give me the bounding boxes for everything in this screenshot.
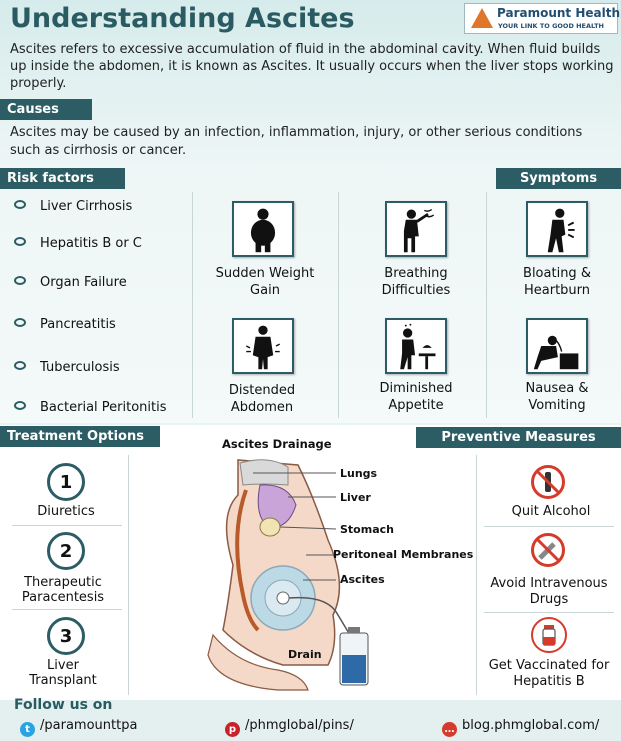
logo-triangle-icon bbox=[471, 8, 493, 28]
breathing-difficulty-icon bbox=[385, 201, 447, 257]
preventive-label: Quit Alcohol bbox=[511, 504, 591, 519]
symptom-label: Nausea & Vomiting bbox=[525, 381, 589, 413]
risk-factor-item: Bacterial Peritonitis bbox=[14, 400, 167, 415]
risk-factor-item: Hepatitis B or C bbox=[14, 236, 142, 251]
bloating-icon bbox=[526, 201, 588, 257]
treatment-label: Liver Transplant bbox=[29, 658, 97, 688]
no-syringe-icon bbox=[531, 533, 565, 567]
step-2-badge: 2 bbox=[47, 532, 85, 570]
ring-bullet-icon bbox=[14, 361, 26, 370]
risk-factors-heading: Risk factors bbox=[0, 168, 125, 189]
risk-factor-item: Liver Cirrhosis bbox=[14, 199, 132, 214]
treatment-label: Diuretics bbox=[37, 504, 95, 519]
diagram-label-stomach: Stomach bbox=[340, 523, 394, 536]
divider bbox=[12, 525, 122, 526]
weight-gain-icon bbox=[232, 201, 294, 257]
intro-text: Ascites refers to excessive accumulation of fluid in the abdominal cavity. When fluid builds up inside the abdomen, it is known as Ascites. It usually occurs when the liver stops working properly. bbox=[10, 42, 614, 91]
divider bbox=[484, 612, 614, 613]
symptom-label: Breathing Difficulties bbox=[381, 266, 451, 298]
preventive-label: Avoid Intravenous Drugs bbox=[490, 576, 608, 607]
ring-bullet-icon bbox=[14, 237, 26, 246]
ring-bullet-icon bbox=[14, 318, 26, 327]
diagram-label-ascites: Ascites bbox=[340, 573, 385, 586]
ascites-drainage-illustration bbox=[188, 455, 478, 695]
pinterest-icon: p bbox=[225, 722, 240, 737]
logo-tagline: YOUR LINK TO GOOD HEALTH bbox=[498, 22, 604, 30]
twitter-icon: t bbox=[20, 722, 35, 737]
logo-name: Paramount Health bbox=[497, 6, 621, 20]
causes-text: Ascites may be caused by an infection, inflammation, injury, or other serious conditions such as cirrhosis or cancer. bbox=[10, 125, 583, 158]
nausea-icon bbox=[526, 318, 588, 374]
causes-heading: Causes bbox=[0, 99, 92, 120]
page-title: Understanding Ascites bbox=[10, 3, 355, 34]
risk-factor-item: Tuberculosis bbox=[14, 360, 120, 375]
diminished-appetite-icon bbox=[385, 318, 447, 374]
ring-bullet-icon bbox=[14, 401, 26, 410]
symptom-label: Diminished Appetite bbox=[379, 381, 453, 413]
diagram-label-liver: Liver bbox=[340, 491, 371, 504]
twitter-link[interactable]: t /paramounttpa bbox=[20, 718, 137, 737]
blog-link[interactable]: … blog.phmglobal.com/ bbox=[442, 718, 599, 737]
vaccine-vial-icon bbox=[531, 617, 567, 653]
diagram-label-lungs: Lungs bbox=[340, 467, 378, 480]
distended-abdomen-icon bbox=[232, 318, 294, 374]
step-1-badge: 1 bbox=[47, 463, 85, 501]
divider bbox=[484, 526, 614, 527]
ring-bullet-icon bbox=[14, 276, 26, 285]
preventive-label: Get Vaccinated for Hepatitis B bbox=[488, 658, 610, 689]
diagram-title: Ascites Drainage bbox=[222, 437, 332, 451]
preventive-heading: Preventive Measures bbox=[416, 427, 621, 448]
follow-us-label: Follow us on bbox=[14, 697, 113, 713]
step-3-badge: 3 bbox=[47, 617, 85, 655]
treatment-heading: Treatment Options bbox=[0, 426, 160, 447]
symptom-label: Distended Abdomen bbox=[228, 383, 296, 415]
chat-bubble-icon: … bbox=[442, 722, 457, 737]
risk-factor-item: Organ Failure bbox=[14, 275, 127, 290]
divider bbox=[12, 609, 122, 610]
symptom-label: Bloating & Heartburn bbox=[523, 266, 591, 298]
pinterest-link[interactable]: p /phmglobal/pins/ bbox=[225, 718, 354, 737]
divider bbox=[128, 455, 129, 695]
diagram-label-drain: Drain bbox=[288, 648, 322, 661]
divider bbox=[338, 192, 339, 418]
treatment-label: Therapeutic Paracentesis bbox=[21, 575, 105, 605]
ring-bullet-icon bbox=[14, 200, 26, 209]
diagram-label-peritoneal: Peritoneal Membranes bbox=[333, 548, 474, 561]
no-alcohol-icon bbox=[531, 465, 565, 499]
symptom-label: Sudden Weight Gain bbox=[215, 266, 315, 298]
risk-factor-item: Pancreatitis bbox=[14, 317, 116, 332]
symptoms-heading: Symptoms bbox=[496, 168, 621, 189]
brand-logo[interactable] bbox=[464, 3, 621, 34]
